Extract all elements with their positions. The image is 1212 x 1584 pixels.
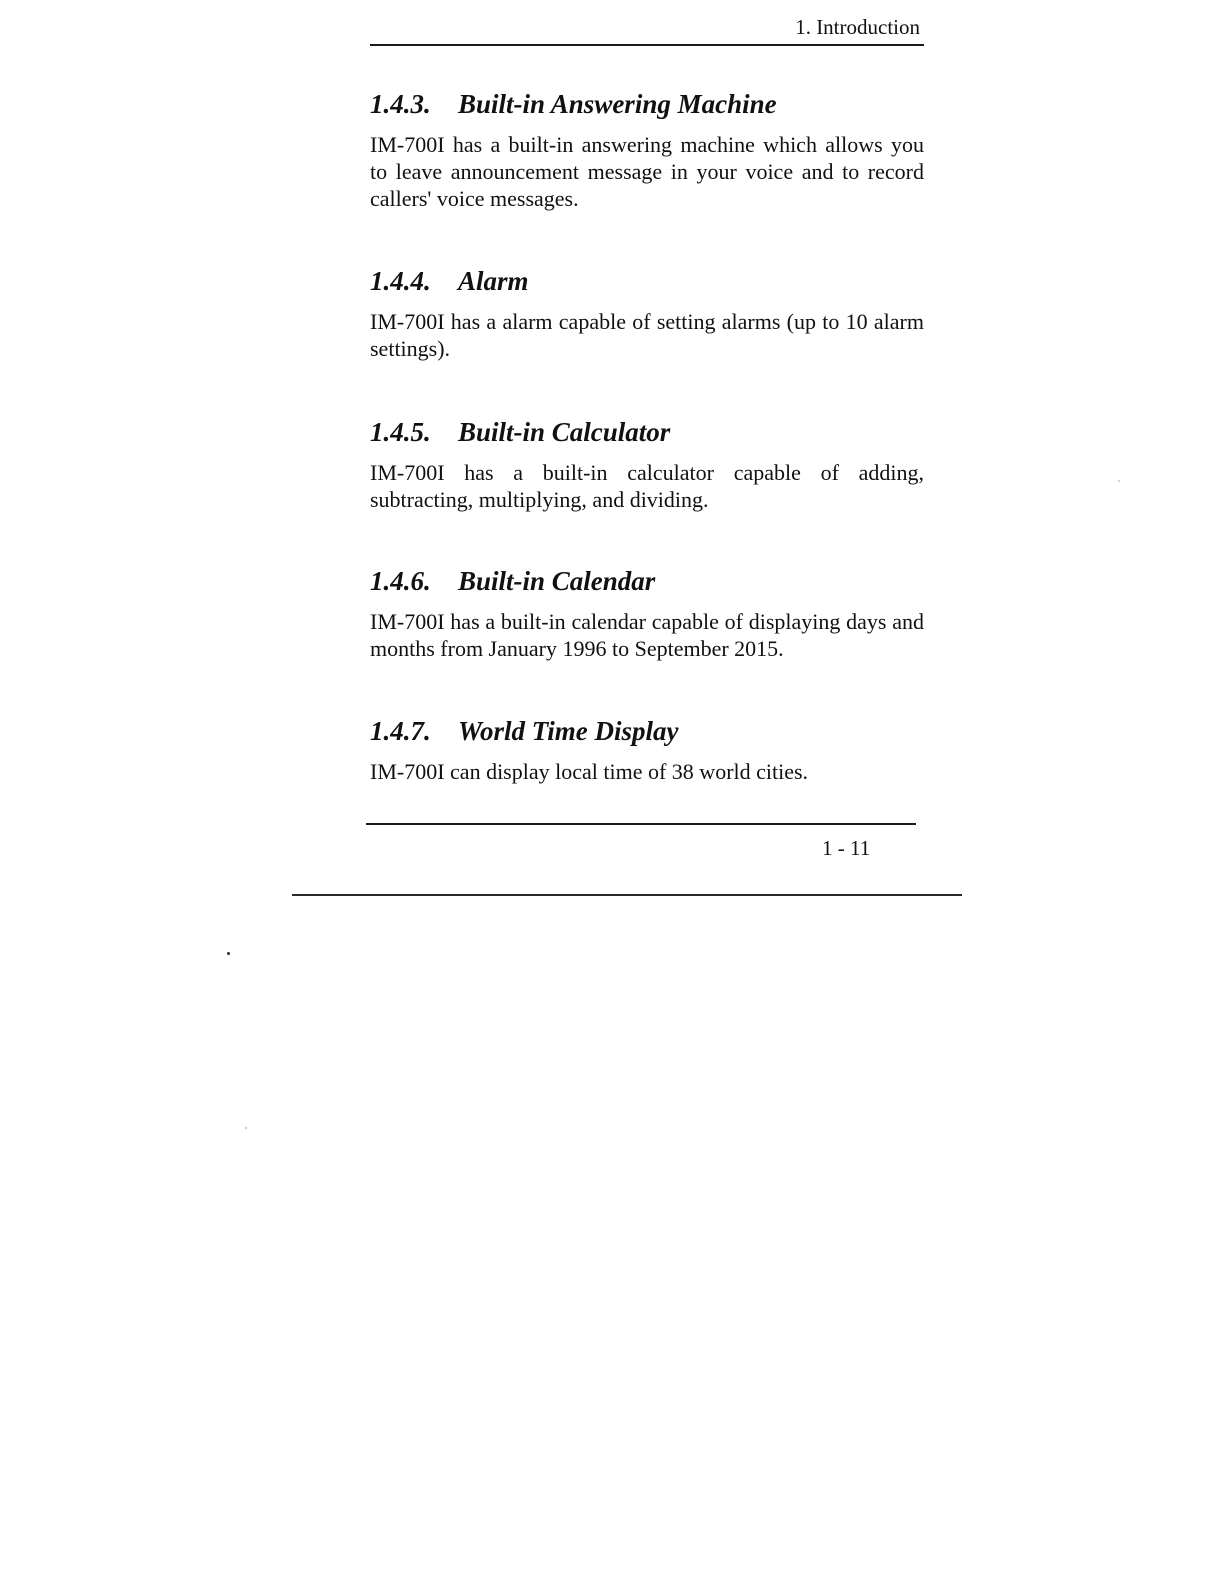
section-body: IM-700I has a alarm capable of setting alarms (up to 10 alarm settings). — [370, 309, 924, 361]
section-calculator — [370, 416, 924, 513]
footer-rule — [366, 823, 916, 825]
section-title: World Time Display — [458, 716, 679, 746]
page-number: 1 - 11 — [822, 836, 871, 860]
section-title: Alarm — [458, 266, 529, 296]
section-heading — [370, 88, 924, 120]
section-alarm — [370, 265, 924, 362]
section-number: 1.4.5. — [370, 417, 431, 447]
section-body: IM-700I can display local time of 38 world cities. — [370, 759, 809, 784]
section-heading — [370, 715, 924, 747]
scan-speck — [245, 1127, 247, 1129]
section-title: Built-in Calculator — [458, 417, 671, 447]
page-edge-rule — [292, 894, 962, 896]
section-answering-machine — [370, 88, 924, 212]
section-number: 1.4.3. — [370, 89, 431, 119]
section-body: IM-700I has a built-in answering machine which allows you to leave announcement message in your voice and to record callers' voice messages. — [370, 132, 924, 211]
scan-speck — [227, 952, 230, 955]
running-header — [370, 12, 924, 46]
section-title: Built-in Calendar — [458, 566, 656, 596]
section-title: Built-in Answering Machine — [458, 89, 777, 119]
section-number: 1.4.7. — [370, 716, 431, 746]
section-body: IM-700I has a built-in calendar capable of displaying days and months from January 1996 to September 2015. — [370, 609, 924, 661]
section-number: 1.4.6. — [370, 566, 431, 596]
section-calendar — [370, 565, 924, 662]
section-heading — [370, 416, 924, 448]
section-heading — [370, 565, 924, 597]
scan-speck — [1118, 480, 1120, 482]
chapter-label: 1. Introduction — [795, 15, 920, 39]
section-body: IM-700I has a built-in calculator capable of adding, subtracting, multiplying, and dividing. — [370, 460, 924, 512]
section-world-time — [370, 715, 924, 785]
section-heading — [370, 265, 924, 297]
section-number: 1.4.4. — [370, 266, 431, 296]
